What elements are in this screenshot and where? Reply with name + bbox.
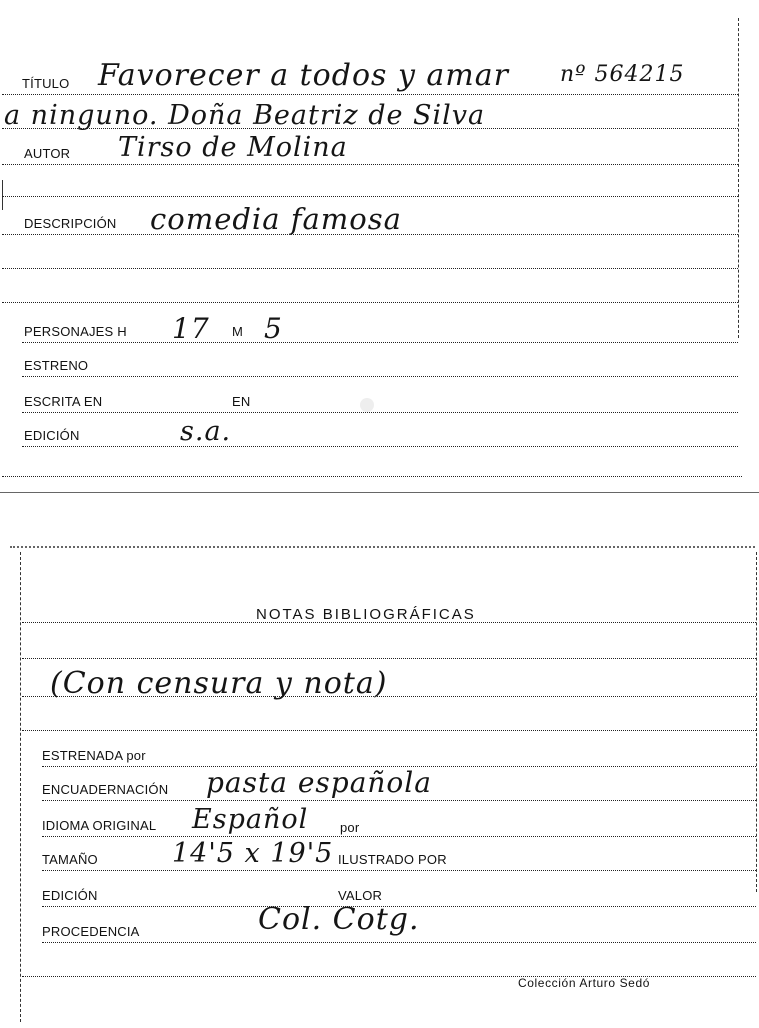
- card-edge-right: [756, 552, 757, 892]
- en-label: EN: [232, 394, 251, 409]
- notas-heading: NOTAS BIBLIOGRÁFICAS: [256, 606, 476, 623]
- estrenada-label: ESTRENADA por: [42, 748, 146, 763]
- autor-value: Tirso de Molina: [118, 132, 348, 163]
- bottom-dotted-line: [2, 476, 742, 477]
- idioma-value: Español: [192, 804, 309, 835]
- edicion-label: EDICIÓN: [42, 888, 98, 903]
- notas-line-3: [22, 696, 756, 697]
- catalog-card-top: [0, 0, 759, 492]
- card-top-edge: [10, 546, 755, 548]
- card-edge-right: [738, 18, 739, 338]
- autor-label: AUTOR: [24, 146, 71, 161]
- catalog-card-bottom: [0, 540, 759, 1028]
- edicion-value: s.a.: [180, 416, 232, 447]
- descripcion-line: [2, 234, 738, 235]
- idioma-label: IDIOMA ORIGINAL: [42, 818, 157, 833]
- descripcion-label: DESCRIPCIÓN: [24, 216, 117, 231]
- notas-line-1: [22, 622, 756, 623]
- encuadernacion-line: [42, 800, 756, 801]
- titulo-continuation: a ninguno. Doña Beatriz de Silva: [4, 100, 486, 131]
- encuadernacion-label: ENCUADERNACIÓN: [42, 782, 169, 797]
- personajes-h-value: 17: [172, 312, 210, 345]
- card-edge-left: [2, 180, 3, 210]
- tamano-label: TAMAÑO: [42, 852, 98, 867]
- titulo-label: TÍTULO: [22, 76, 70, 91]
- procedencia-line: [42, 942, 756, 943]
- estreno-line: [22, 376, 738, 377]
- valor-label: VALOR: [338, 888, 383, 903]
- personajes-m-value: 5: [264, 312, 283, 345]
- idioma-line: [42, 836, 756, 837]
- blank-line-1: [2, 196, 738, 197]
- notas-line-4: [22, 730, 756, 731]
- tamano-line: [42, 870, 756, 871]
- encuadernacion-value: pasta española: [206, 766, 432, 799]
- personajes-m-label: M: [232, 324, 244, 339]
- blank-line-3: [2, 302, 738, 303]
- edicion-line: [22, 446, 738, 447]
- titulo-line-2: [2, 128, 738, 129]
- collection-footer: Colección Arturo Sedó: [518, 976, 651, 990]
- edicion-label: EDICIÓN: [24, 428, 80, 443]
- titulo-value: Favorecer a todos y amar: [98, 58, 509, 93]
- notas-line-2: [22, 658, 756, 659]
- estreno-label: ESTRENO: [24, 358, 89, 373]
- personajes-label: PERSONAJES H: [24, 324, 127, 339]
- personajes-line: [22, 342, 738, 343]
- procedencia-value: Col. Cotg.: [258, 902, 420, 937]
- escrita-label: ESCRITA EN: [24, 394, 103, 409]
- escrita-line: [22, 412, 738, 413]
- titulo-line: [2, 94, 738, 95]
- procedencia-label: PROCEDENCIA: [42, 924, 140, 939]
- autor-line: [2, 164, 738, 165]
- descripcion-value: comedia famosa: [150, 202, 402, 236]
- blank-line-2: [2, 268, 738, 269]
- registry-number: nº 564215: [560, 62, 685, 87]
- paper-mark: [360, 398, 374, 412]
- idioma-por-label: por: [340, 820, 360, 835]
- card-edge-left: [20, 552, 21, 1022]
- scan-divider: [0, 492, 759, 493]
- ilustrado-label: ILUSTRADO POR: [338, 852, 447, 867]
- tamano-value: 14'5 x 19'5: [172, 838, 334, 869]
- notas-value: (Con censura y nota): [50, 666, 388, 701]
